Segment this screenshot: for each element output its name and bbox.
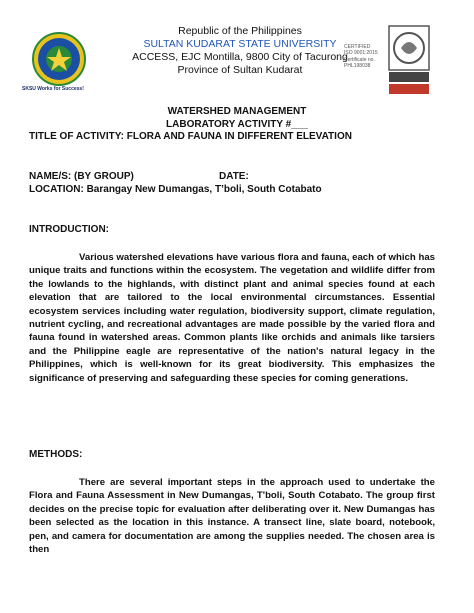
names-label: NAME/S: (BY GROUP) (29, 171, 134, 182)
cert-line: CERTIFIED (344, 44, 371, 50)
university-name: SULTAN KUDARAT STATE UNIVERSITY (143, 38, 337, 50)
introduction-heading: INTRODUCTION: (29, 224, 109, 235)
introduction-paragraph: Various watershed elevations have various flora and fauna, each of which has unique traits and functions within the ecosystem. The vegetation and wildlife differ from the lowlands to the highlands, with distinct plant and animal species found at each elevation that are tailored to the local environmental circumstances. Essential ecosystem services including water regulation, biodiversity support, climate regulation, nutrient cycling, and recreational advantages are made possible by the varied flora and fauna found in watershed areas. Common plants like orchids and animals like tarsiers and the Philippine eagle are representative of the nation's natural legacy in the Philippines, which is well-known for its great biodiversity. This emphasizes the significance of preserving and safeguarding these species for coming generations. (29, 252, 435, 384)
activity-title: TITLE OF ACTIVITY: FLORA AND FAUNA IN DIFFERENT ELEVATION (29, 131, 352, 142)
document-title-block (0, 105, 474, 131)
course-title: WATERSHED MANAGEMENT (167, 106, 307, 117)
logo-caption: SKSU Works for Success! (22, 86, 84, 92)
certification-block (344, 44, 384, 69)
university-seal-logo (26, 30, 92, 88)
date-label: DATE: (219, 171, 249, 182)
cert-line: PHL198038 (344, 62, 371, 69)
methods-heading: METHODS: (29, 449, 83, 460)
names-row (29, 171, 249, 182)
cert-line: ISO 9001:2015 (344, 50, 378, 57)
methods-paragraph: There are several important steps in the approach used to undertake the Flora and Fauna Assessment in New Dumangas, T'boli, South Cotabato. The group first decides on the precise topic for evaluation after deliberating over it. New Dumangas has been selected as the location in this instance. A transect line, slate board, notebook, pen, and camera for documentation are among the supplies needed. The chosen area is then (29, 477, 435, 556)
republic-line: Republic of the Philippines (178, 25, 302, 37)
activity-number: LABORATORY ACTIVITY #___ (166, 119, 308, 130)
cert-line: Certificate no. (344, 56, 375, 63)
location-line: LOCATION: Barangay New Dumangas, T’boli, South Cotabato (29, 184, 322, 195)
bureau-veritas-logo (386, 24, 432, 96)
address-line: ACCESS, EJC Montilla, 9800 City of Tacurong (132, 51, 348, 63)
province-line: Province of Sultan Kudarat (177, 64, 303, 76)
